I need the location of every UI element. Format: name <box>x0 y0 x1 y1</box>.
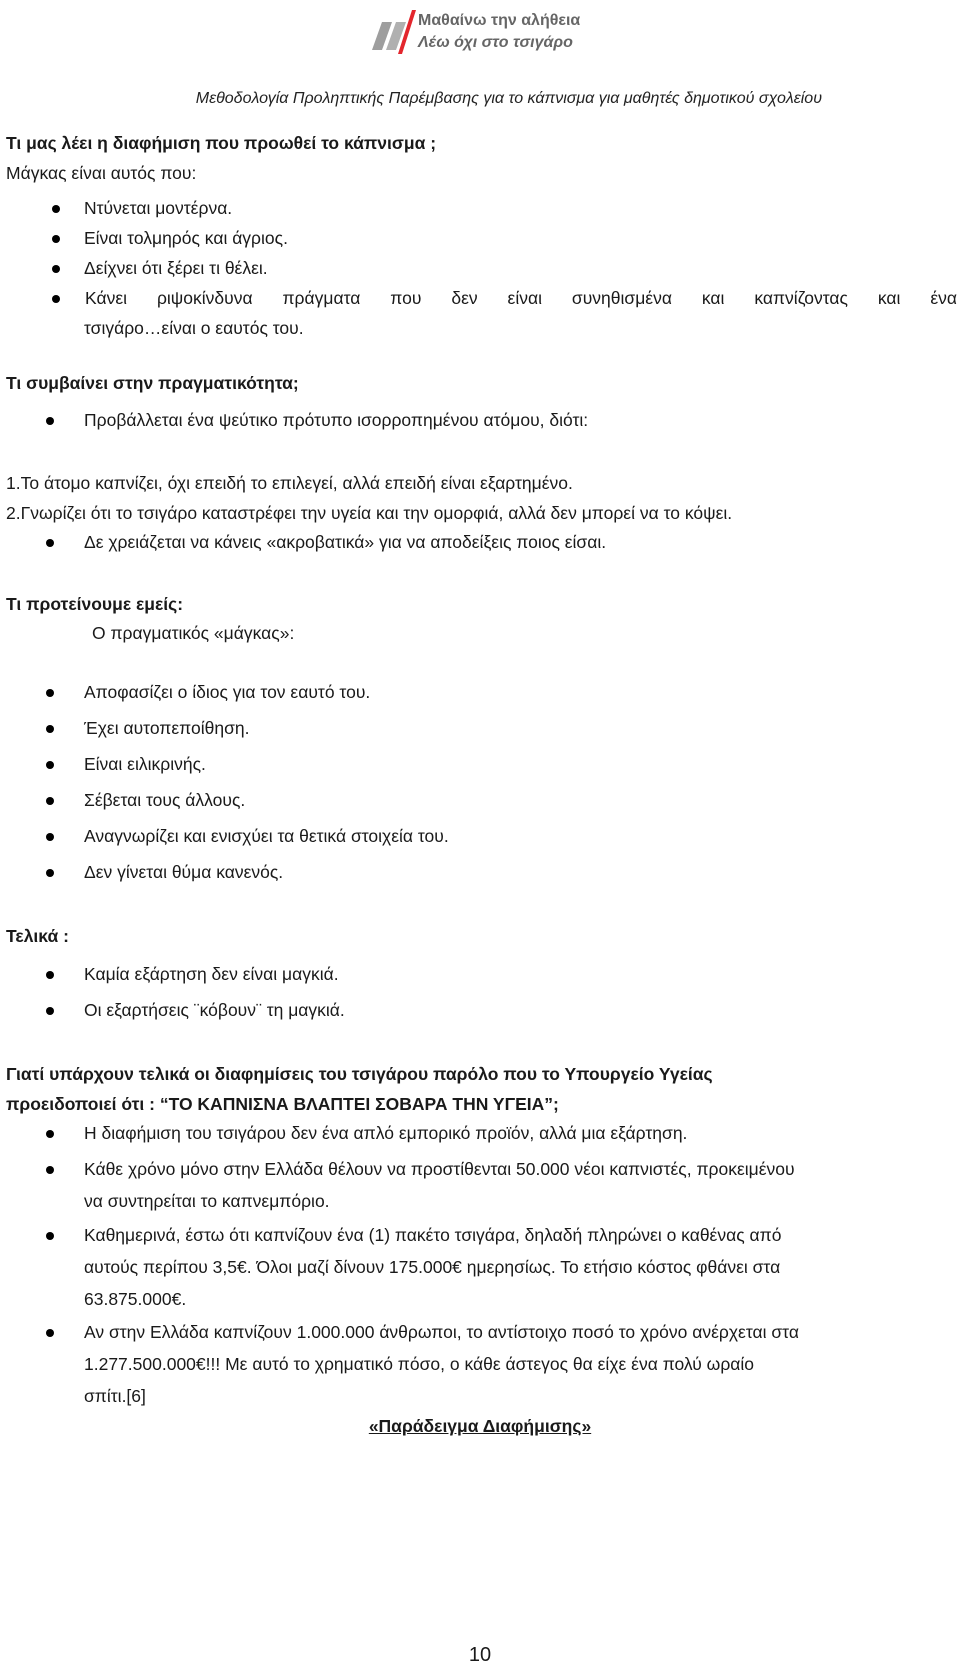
list-item: Η διαφήμιση του τσιγάρου δεν ένα απλό εμπορικό προϊόν, αλλά μια εξάρτηση. <box>84 1123 688 1143</box>
section-heading-reality: Τι συμβαίνει στην πραγματικότητα; <box>6 373 299 393</box>
list-item-continuation: 1.277.500.000€!!! Με αυτό το χρηματικό πόσο, ο κάθε άστεγος θα είχε ένα πολύ ωραίο <box>84 1354 755 1374</box>
bullet-icon <box>46 797 54 805</box>
list-item: Σέβεται τους άλλους. <box>84 790 246 810</box>
list-item: Δεν γίνεται θύμα κανενός. <box>84 862 284 882</box>
bullet-icon <box>46 417 54 425</box>
bullet-icon <box>52 265 60 273</box>
list-item: Δε χρειάζεται να κάνεις «ακροβατικά» για να αποδείξεις ποιος είσαι. <box>84 532 607 552</box>
bullet-icon <box>52 295 60 303</box>
bullet-icon <box>46 1166 54 1174</box>
bullet-icon <box>46 1007 54 1015</box>
bullet-icon <box>46 971 54 979</box>
logo-text-line1: Μαθαίνω την αλήθεια <box>418 12 581 29</box>
section-heading-why: Γιατί υπάρχουν τελικά οι διαφημίσεις του τσιγάρου παρόλο που το Υπουργείο Υγείας <box>6 1064 713 1084</box>
list-item: Κάθε χρόνο μόνο στην Ελλάδα θέλουν να προστίθενται 50.000 νέοι καπνιστές, προκειμένου <box>84 1159 795 1179</box>
section-heading-advertising: Τι μας λέει η διαφήμιση που προωθεί το κάπνισμα ; <box>6 133 437 153</box>
bullet-icon <box>46 539 54 547</box>
list-item: Δείχνει ότι ξέρει τι θέλει. <box>84 258 268 278</box>
bullet-icon <box>46 1232 54 1240</box>
list-item-continuation: 63.875.000€. <box>84 1289 187 1309</box>
list-item: Είναι ειλικρινής. <box>84 754 206 774</box>
page-number: 10 <box>468 1644 492 1666</box>
section-heading-finally: Τελικά : <box>6 926 69 946</box>
bullet-icon <box>46 1329 54 1337</box>
list-item-continuation: τσιγάρο…είναι ο εαυτός του. <box>84 318 304 338</box>
bullet-icon <box>46 869 54 877</box>
list-item-continuation: να συντηρείται το καπνεμπόριο. <box>84 1191 330 1211</box>
list-item: Έχει αυτοπεποίθηση. <box>84 718 250 738</box>
logo-stripes-icon <box>364 4 424 64</box>
section-heading-why-line2: προειδοποιεί ότι : “ΤΟ ΚΑΠΝΙΣΝΑ ΒΛΑΠΤΕΙ ΣΟΒΑΡΑ ΤΗΝ ΥΓΕΙΑ”; <box>6 1094 559 1114</box>
list-item: Ντύνεται μοντέρνα. <box>84 198 233 218</box>
list-item: Κάνει ριψοκίνδυνα πράγματα που δεν είναι συνηθισμένα και καπνίζοντας και ένα <box>85 288 957 308</box>
example-caption: «Παράδειγμα Διαφήμισης» <box>368 1416 592 1436</box>
bullet-icon <box>46 761 54 769</box>
list-item-continuation: αυτούς περίπου 3,5€. Όλοι μαζί δίνουν 175.000€ ημερησίως. Το ετήσιο κόστος φθάνει στα <box>84 1257 781 1277</box>
section-intro: Μάγκας είναι αυτός που: <box>6 163 197 183</box>
bullet-icon <box>46 725 54 733</box>
list-item: Καθημερινά, έστω ότι καπνίζουν ένα (1) πακέτο τσιγάρα, δηλαδή πληρώνει ο καθένας από <box>84 1225 782 1245</box>
list-item: Αν στην Ελλάδα καπνίζουν 1.000.000 άνθρωποι, το αντίστοιχο ποσό το χρόνο ανέρχεται στα <box>84 1322 799 1342</box>
list-item: Αναγνωρίζει και ενισχύει τα θετικά στοιχεία του. <box>84 826 449 846</box>
list-item: Αποφασίζει ο ίδιος για τον εαυτό του. <box>84 682 371 702</box>
list-item: Προβάλλεται ένα ψεύτικο πρότυπο ισορροπημένου ατόμου, διότι: <box>84 410 589 430</box>
section-heading-proposal: Τι προτείνουμε εμείς: <box>6 594 184 614</box>
bullet-icon <box>46 689 54 697</box>
section-intro: Ο πραγματικός «μάγκας»: <box>92 623 295 643</box>
list-item-continuation: σπίτι.[6] <box>84 1386 146 1406</box>
list-item: Καμία εξάρτηση δεν είναι μαγκιά. <box>84 964 339 984</box>
bullet-icon <box>46 833 54 841</box>
numbered-item-2: 2.Γνωρίζει ότι το τσιγάρο καταστρέφει την υγεία και την ομορφιά, αλλά δεν μπορεί να το κόψει. <box>6 503 733 523</box>
numbered-item-1: 1.Το άτομο καπνίζει, όχι επειδή το επιλεγεί, αλλά επειδή είναι εξαρτημένο. <box>6 473 573 493</box>
bullet-icon <box>46 1130 54 1138</box>
list-item: Είναι τολμηρός και άγριος. <box>84 228 288 248</box>
list-item: Οι εξαρτήσεις ¨κόβουν¨ τη μαγκιά. <box>84 1000 345 1020</box>
logo-text-line2: Λέω όχι στο τσιγάρο <box>418 34 573 51</box>
bullet-icon <box>52 235 60 243</box>
header-subtitle: Μεθοδολογία Προληπτικής Παρέμβασης για το κάπνισμα για μαθητές δημοτικού σχολείου <box>195 90 822 107</box>
bullet-icon <box>52 205 60 213</box>
